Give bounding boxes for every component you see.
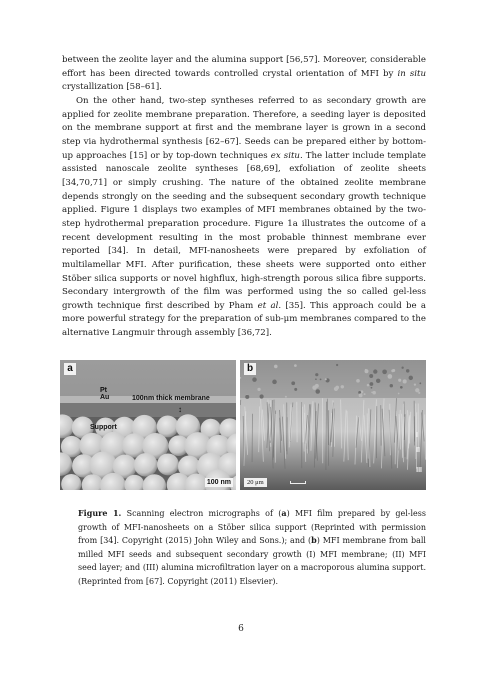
paragraph-2-text-a: On the other hand, two-step syntheses referred to as secondary growth are applied for zeolite membrane preparation. Therefore, a seeding layer is deposited on the membrane support at first and the membrane layer is grown in a second step via hydrothermal synthesis [62–67]. Seeds can be prepared either by bottom-up approaches [15] or by top-down techniques [62,95,426,161]
scale-bar-b: 20 μm [244,478,267,487]
paragraph-2-text-b: . The latter include template assisted nanoscale zeolite syntheses [68,69], exfoliation of zeolite sheets [34,70,71] or simply crushing. The nature of the obtained zeolite membrane depends strongly on the seeding and the subsequent secondary growth technique applied. Figure 1 displays two examples of MFI membranes obtained by the two-step hydrothermal preparation procedure. Figure 1a illustrates the outcome of a recent development resulting in the most probable thinnest membrane ever reported [34]. In detail, MFI-nanosheets were prepared by exfoliation of multilamellar MFI. After purification, these sheets were supported onto either Stöber silica supports or novel highflux, high-strength porous silica fibre supports. Secondary intergrowth of the film was performed using the so called gel-less growth technique first described by Pham [62,150,426,311]
caption-label: Figure 1. [78,508,122,518]
scale-bar-b-line [290,481,306,484]
caption-ref-b: b [311,535,317,545]
micrograph-b-image [240,360,426,490]
sem-micrograph-a [60,360,236,490]
sem-micrograph-b [240,360,426,490]
paragraph-1 [62,54,426,95]
caption-text-1: Scanning electron micrographs of ( [121,509,282,518]
micrograph-a-image [60,360,236,490]
caption-text-3: ) MFI membrane from ball milled MFI seeds and subsequent secondary growth (I) MFI membrane; (II) MFI seed layer; and (III) alumina microfiltration layer on a macroporous alumina support. (Reprinted from [67]. Copyright (2011) Elsevier). [78,536,426,586]
page-number: 6 [238,624,244,634]
in-situ-italic: in situ [397,68,426,79]
panel-b-letter: b [244,363,256,375]
layer-iii-label: III [416,467,422,474]
paragraph-1-end: crystallization [58–61]. [62,82,162,93]
caption-ref-a: a [281,508,287,518]
figure-1 [60,360,426,490]
layer-ii-label: II [416,447,420,454]
paragraph-2-text-c: [35]. This approach could be a more powerful strategy for the preparation of sub-μm membranes compared to the alternative Langmuir through assembly [36,72]. [62,300,427,339]
label-support: Support [90,424,117,431]
body-text [62,54,426,341]
scale-bar-a: 100 nm [206,479,231,486]
label-membrane: 100nm thick membrane [132,395,210,402]
caption-text-2: ) MFI film prepared by gel-less growth of MFI-nanosheets on a Stöber silica support (Reprinted with permission from [34]. Copyright (2015) John Wiley and Sons.); and ( [78,509,426,545]
paragraph-2 [62,95,426,341]
paragraph-1-text: between the zeolite layer and the alumina support [56,57]. Moreover, considerable effort has been directed towards controlled crystal orientation of MFI by [62,55,426,79]
et-al-italic: et al. [257,300,282,311]
ex-situ-italic: ex situ [270,150,300,161]
figure-caption [78,507,426,588]
layer-i-label: I [416,432,418,439]
arrow-icon: ↕ [178,405,182,414]
label-pt: Pt [100,387,107,394]
label-au: Au [100,394,110,401]
panel-a-letter: a [64,363,76,375]
